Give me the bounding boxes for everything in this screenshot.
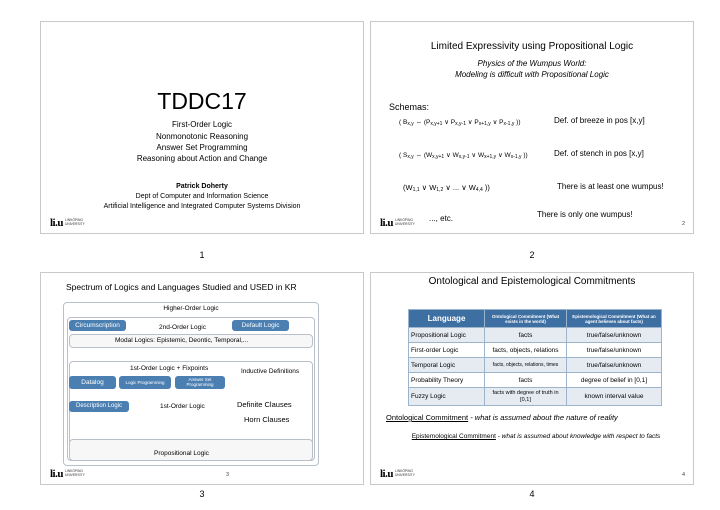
ontological-term: Ontological Commitment: [386, 413, 469, 422]
higher-order-label: Higher-Order Logic: [163, 305, 219, 312]
inductive-label: Inductive Definitions: [241, 368, 300, 375]
breeze-desc: Def. of breeze in pos [x,y]: [554, 116, 645, 125]
slide-2[interactable]: [370, 21, 694, 234]
university-logo: li.u LINKÖPING UNIVERSITY: [380, 468, 415, 480]
first-order-label: 1st-Order Logic: [160, 403, 205, 410]
slide3-title: Spectrum of Logics and Languages Studied and USED in KR: [66, 282, 297, 292]
wumpus-desc: There is at least one wumpus!: [557, 182, 664, 191]
cell-epistemological: true/false/unknown: [567, 328, 662, 343]
header-epistemological: Epistemological Commitment (What an agent believes about facts): [567, 310, 662, 328]
slide2-title: Limited Expressivity using Propositional Logic: [430, 41, 634, 52]
page-number: 1: [199, 250, 205, 260]
schemas-label: Schemas:: [389, 102, 430, 112]
fixpoints-label: 1st-Order Logic + Fixpoints: [130, 365, 209, 372]
slide-1[interactable]: [40, 21, 364, 234]
propositional-label: Propositional Logic: [154, 450, 209, 457]
default-logic-pill: Default Logic: [232, 320, 289, 331]
stench-desc: Def. of stench in pos [x,y]: [554, 149, 644, 158]
page-number: 3: [199, 489, 205, 499]
epistemological-term: Epistemological Commitment: [411, 433, 496, 440]
page-number: 4: [529, 489, 535, 499]
circumscription-pill: Circumscription: [69, 320, 126, 331]
department: Dept of Computer and Information Science: [135, 193, 269, 200]
epistemological-def: - what is assumed about knowledge with respect to facts: [495, 433, 661, 440]
modal-label: Modal Logics: Epistemic, Deontic, Temporal,...: [115, 337, 249, 344]
cell-epistemological: degree of belief in [0,1]: [567, 373, 662, 388]
description-logic-pill: Description Logic: [69, 401, 129, 412]
only-wumpus-desc: There is only one wumpus!: [537, 210, 633, 219]
wumpus-formula: ($W_{1,1}$ ∨ $W_{1,2}$ ∨ ... ∨ $W_{4,4}$ )): [403, 183, 490, 193]
etc-text: ..., etc.: [429, 214, 454, 223]
cell-ontological: facts, objects, relations, times: [485, 358, 567, 373]
answer-set-pill: Answer Set Programming: [175, 376, 225, 389]
table-row: [409, 343, 662, 358]
cell-language: First-order Logic: [409, 343, 485, 358]
author-name: Patrick Doherty: [176, 183, 228, 190]
university-logo: li.u LINKÖPING UNIVERSITY: [50, 217, 85, 229]
cell-ontological: facts with degree of truth in [0,1]: [485, 388, 567, 406]
slide1-topic: First-Order Logic: [171, 120, 232, 129]
division: Artificial Intelligence and Integrated Computer Systems Division: [103, 203, 301, 210]
ontological-definition: [386, 413, 618, 422]
cell-epistemological: known interval value: [567, 388, 662, 406]
slide-3[interactable]: [40, 272, 364, 485]
slide1-topic: Reasoning about Action and Change: [136, 154, 268, 163]
logic-programming-pill: Logic Programming: [119, 376, 171, 389]
slide2-subtitle: Physics of the Wumpus World:: [477, 59, 587, 68]
slide-number: 4: [681, 472, 685, 478]
header-language: Language: [409, 310, 485, 328]
definite-clauses-label: Definite Clauses: [237, 400, 292, 409]
slide-4[interactable]: [370, 272, 694, 485]
stench-formula: ( $S_{x,y}$ ⇔ ($W_{x,y+1}$ ∨ $W_{x,y-1}$ ∨ $W_{x+1,y}$ ∨ $W_{x-1,y}$ )): [399, 152, 528, 160]
cell-language: Propositional Logic: [409, 328, 485, 343]
cell-ontological: facts: [485, 328, 567, 343]
second-order-label: 2nd-Order Logic: [159, 324, 206, 331]
datalog-pill: Datalog: [69, 376, 116, 389]
table-row: [409, 328, 662, 343]
slide2-subtitle: Modeling is difficult with Propositional Logic: [455, 70, 609, 79]
commitments-table: [408, 309, 662, 406]
university-logo: li.u LINKÖPING UNIVERSITY: [50, 468, 85, 480]
header-ontological: Ontological Commitment (What exists in the world): [485, 310, 567, 328]
university-logo: li.u LINKÖPING UNIVERSITY: [380, 217, 415, 229]
cell-epistemological: true/false/unknown: [567, 343, 662, 358]
table-row: [409, 373, 662, 388]
cell-language: Fuzzy Logic: [409, 388, 485, 406]
table-header-row: [409, 310, 662, 328]
breeze-formula: ( $B_{x,y}$ ⇔ ($P_{x,y+1}$ ∨ $P_{x,y-1}$ ∨ $P_{x+1,y}$ ∨ $P_{x-1,y}$ )): [399, 119, 521, 127]
slide1-topic: Answer Set Programming: [156, 143, 248, 152]
table-row: [409, 358, 662, 373]
slide-number: 3: [225, 472, 229, 478]
cell-epistemological: true/false/unknown: [567, 358, 662, 373]
page-number: 2: [529, 250, 535, 260]
ontological-def: - what is assumed about the nature of reality: [468, 413, 618, 422]
cell-ontological: facts, objects, relations: [485, 343, 567, 358]
epistemological-definition: [386, 433, 686, 440]
slide1-topic: Nonmonotonic Reasoning: [155, 132, 249, 141]
slide4-title: Ontological and Epistemological Commitments: [428, 276, 636, 287]
slide1-title: TDDC17: [157, 88, 247, 114]
table-row: [409, 388, 662, 406]
horn-clauses-label: Horn Clauses: [244, 415, 290, 424]
slide-number: 2: [681, 221, 685, 227]
cell-ontological: facts: [485, 373, 567, 388]
cell-language: Temporal Logic: [409, 358, 485, 373]
cell-language: Probability Theory: [409, 373, 485, 388]
